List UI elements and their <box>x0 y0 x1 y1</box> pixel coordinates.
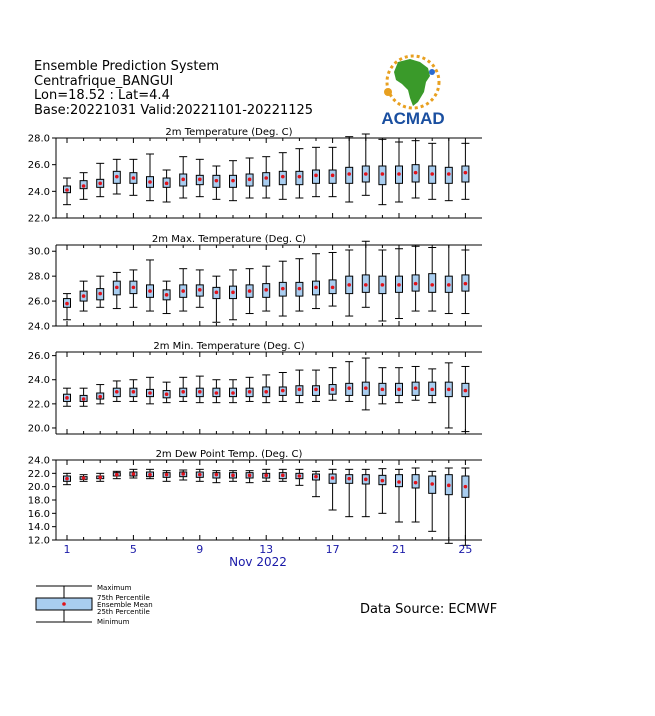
box-day-8 <box>179 377 187 401</box>
box-day-1 <box>63 294 71 320</box>
mean-dot <box>381 388 385 392</box>
mean-dot <box>347 477 351 481</box>
mean-dot <box>447 283 451 287</box>
box-day-10 <box>212 276 220 322</box>
box-day-14 <box>279 153 287 200</box>
mean-dot <box>281 175 285 179</box>
chart-panel-1 <box>28 127 482 225</box>
y-tick-label: 24.0 <box>27 186 50 198</box>
mean-dot <box>430 388 434 392</box>
box-day-13 <box>262 157 270 198</box>
box-day-9 <box>196 270 204 307</box>
mean-dot <box>215 473 219 477</box>
mean-dot <box>347 283 351 287</box>
y-tick-label: 24.0 <box>27 321 50 333</box>
mean-dot <box>181 289 185 293</box>
box-day-2 <box>80 475 88 482</box>
box-day-18 <box>345 362 353 402</box>
box-day-11 <box>229 161 237 201</box>
box-day-1 <box>63 388 71 406</box>
box-day-7 <box>163 382 171 403</box>
box-day-5 <box>129 270 137 307</box>
mean-dot <box>397 480 401 484</box>
y-tick-label: 14.0 <box>27 522 50 534</box>
mean-dot <box>231 179 235 183</box>
mean-dot <box>381 479 385 483</box>
y-tick-label: 16.0 <box>27 508 50 520</box>
box-day-24 <box>445 245 453 314</box>
mean-dot <box>165 473 169 477</box>
mean-dot <box>231 391 235 395</box>
coordinates-label: Lon=18.52 : Lat=4.4 <box>34 88 170 103</box>
y-tick-label: 24.0 <box>27 375 50 387</box>
mean-dot <box>464 389 468 393</box>
box-day-10 <box>212 471 220 483</box>
box-day-8 <box>179 269 187 311</box>
box-day-17 <box>329 147 337 196</box>
box-day-6 <box>146 377 154 404</box>
mean-dot <box>397 172 401 176</box>
box-day-5 <box>129 469 137 478</box>
mean-dot <box>464 485 468 489</box>
mean-dot <box>281 389 285 393</box>
box-day-23 <box>428 247 436 311</box>
mean-dot <box>98 476 102 480</box>
mean-dot <box>198 288 202 292</box>
box-day-12 <box>246 377 254 401</box>
mean-dot <box>414 386 418 390</box>
box-day-3 <box>96 385 104 404</box>
mean-dot <box>331 286 335 290</box>
mean-dot <box>298 474 302 478</box>
box-day-4 <box>113 159 121 194</box>
box-day-9 <box>196 469 204 481</box>
box-day-6 <box>146 154 154 201</box>
mean-dot <box>447 484 451 488</box>
mean-dot <box>65 188 69 192</box>
panel-title: 2m Max. Temperature (Deg. C) <box>151 234 307 245</box>
box-day-23 <box>428 143 436 199</box>
mean-dot <box>65 477 69 481</box>
box-day-25 <box>461 143 469 199</box>
mean-dot <box>464 171 468 175</box>
mean-dot <box>264 390 268 394</box>
x-tick-label: 5 <box>129 543 137 556</box>
box-day-19 <box>362 241 370 307</box>
mean-dot <box>82 476 86 480</box>
box-day-14 <box>279 373 287 402</box>
mean-dot <box>215 391 219 395</box>
mean-dot <box>430 172 434 176</box>
mean-dot <box>414 171 418 175</box>
mean-dot <box>248 289 252 293</box>
box-day-5 <box>129 159 137 195</box>
y-tick-label: 18.0 <box>27 495 50 507</box>
y-tick-label: 20.0 <box>27 482 50 494</box>
box-day-7 <box>163 471 171 482</box>
base-valid-label: Base:20221031 Valid:20221101-20221125 <box>34 102 314 118</box>
mean-dot <box>248 390 252 394</box>
mean-dot <box>82 184 86 188</box>
panel-title: 2m Min. Temperature (Deg. C) <box>153 341 305 352</box>
mean-dot <box>115 390 119 394</box>
box-day-17 <box>329 368 337 401</box>
box-day-25 <box>461 250 469 314</box>
box-day-15 <box>295 259 303 311</box>
box-day-15 <box>295 149 303 198</box>
mean-dot <box>347 172 351 176</box>
box-day-18 <box>345 137 353 202</box>
mean-dot <box>198 473 202 477</box>
y-tick-label: 30.0 <box>27 246 50 258</box>
box-day-16 <box>312 370 320 401</box>
mean-dot <box>181 472 185 476</box>
x-month-label: Nov 2022 <box>229 555 287 569</box>
mean-dot <box>331 476 335 480</box>
mean-dot <box>397 283 401 287</box>
mean-dot <box>364 386 368 390</box>
y-tick-label: 12.0 <box>27 535 50 547</box>
box-day-17 <box>329 252 337 306</box>
y-tick-label: 22.0 <box>27 399 50 411</box>
mean-dot <box>181 178 185 182</box>
box-day-20 <box>378 469 386 514</box>
x-tick-label: 25 <box>458 543 473 556</box>
mean-dot <box>248 474 252 478</box>
box-day-3 <box>96 473 104 481</box>
box-day-10 <box>212 166 220 199</box>
mean-dot <box>165 293 169 297</box>
mean-dot <box>132 286 136 290</box>
mean-dot <box>165 182 169 186</box>
y-tick-label: 26.0 <box>27 351 50 363</box>
box-day-9 <box>196 376 204 403</box>
x-tick-label: 21 <box>392 543 406 556</box>
logo-text: ACMAD <box>381 109 445 128</box>
mean-dot <box>298 175 302 179</box>
mean-dot <box>364 172 368 176</box>
box-day-2 <box>80 281 88 311</box>
box-day-2 <box>80 388 88 406</box>
box-day-13 <box>262 469 270 481</box>
box-day-24 <box>445 138 453 201</box>
box-day-16 <box>312 254 320 309</box>
y-tick-label: 28.0 <box>27 271 50 283</box>
mean-dot <box>381 172 385 176</box>
box-day-22 <box>412 141 420 198</box>
box-day-1 <box>63 178 71 205</box>
mean-dot <box>165 392 169 396</box>
mean-dot <box>447 172 451 176</box>
mean-dot <box>65 396 69 400</box>
mean-dot <box>314 174 318 178</box>
mean-dot <box>281 474 285 478</box>
legend-item-label: Minimum <box>97 618 130 626</box>
box-day-10 <box>212 380 220 403</box>
y-tick-label: 20.0 <box>27 423 50 435</box>
box-day-11 <box>229 380 237 403</box>
mean-dot <box>314 475 318 479</box>
mean-dot <box>132 390 136 394</box>
mean-dot <box>82 294 86 298</box>
box-day-18 <box>345 469 353 516</box>
box-day-7 <box>163 281 171 313</box>
mean-dot <box>231 291 235 295</box>
mean-dot <box>314 286 318 290</box>
mean-dot <box>414 282 418 286</box>
data-source-label: Data Source: ECMWF <box>360 602 498 617</box>
mean-dot <box>98 182 102 186</box>
box-day-17 <box>329 469 337 510</box>
box-day-20 <box>378 250 386 321</box>
box-day-7 <box>163 170 171 202</box>
mean-dot <box>115 286 119 290</box>
mean-dot <box>148 391 152 395</box>
mean-dot <box>364 478 368 482</box>
box-day-21 <box>395 249 403 319</box>
box-day-11 <box>229 270 237 320</box>
chart-panel-4 <box>28 449 482 547</box>
box-day-12 <box>246 158 254 198</box>
box-day-8 <box>179 157 187 198</box>
box-day-16 <box>312 147 320 196</box>
mean-dot <box>231 474 235 478</box>
panel-title: 2m Dew Point Temp. (Deg. C) <box>155 449 303 460</box>
location-label: Centrafrique_BANGUI <box>34 73 174 89</box>
mean-dot <box>331 174 335 178</box>
box-day-24 <box>445 363 453 428</box>
mean-dot <box>148 180 152 184</box>
mean-dot <box>248 178 252 182</box>
x-tick-label: 9 <box>196 543 204 556</box>
mean-dot <box>430 482 434 486</box>
box-day-13 <box>262 266 270 311</box>
y-tick-label: 28.0 <box>27 133 50 145</box>
box-day-6 <box>146 469 154 478</box>
mean-dot <box>215 179 219 183</box>
box-day-2 <box>80 173 88 200</box>
box-day-25 <box>461 366 469 431</box>
box-day-5 <box>129 380 137 402</box>
box-day-14 <box>279 261 287 316</box>
legend-mean-dot <box>62 602 66 606</box>
system-title: Ensemble Prediction System <box>34 59 220 74</box>
mean-dot <box>148 473 152 477</box>
mean-dot <box>82 397 86 401</box>
box-day-18 <box>345 250 353 316</box>
legend <box>36 584 153 626</box>
box-day-4 <box>113 381 121 402</box>
box-day-19 <box>362 134 370 195</box>
y-tick-label: 26.0 <box>27 296 50 308</box>
box-day-12 <box>246 471 254 483</box>
mean-dot <box>65 302 69 306</box>
box-day-19 <box>362 358 370 410</box>
box-day-23 <box>428 369 436 403</box>
mean-dot <box>264 474 268 478</box>
box-day-4 <box>113 272 121 308</box>
legend-item-label: 75th Percentile <box>97 594 150 602</box>
mean-dot <box>132 472 136 476</box>
mean-dot <box>132 176 136 180</box>
mean-dot <box>115 473 119 477</box>
x-tick-label: 13 <box>259 543 274 556</box>
mean-dot <box>281 287 285 291</box>
mean-dot <box>198 178 202 182</box>
box-day-8 <box>179 470 187 480</box>
box-day-22 <box>412 246 420 311</box>
y-tick-label: 22.0 <box>27 468 50 480</box>
box-day-1 <box>63 473 71 484</box>
box-day-16 <box>312 471 320 496</box>
box-day-22 <box>412 366 420 400</box>
box-day-24 <box>445 468 453 543</box>
legend-item-label: Maximum <box>97 584 132 592</box>
mean-dot <box>430 283 434 287</box>
box-day-20 <box>378 139 386 204</box>
mean-dot <box>414 481 418 485</box>
mean-dot <box>148 289 152 293</box>
y-tick-label: 22.0 <box>27 213 50 225</box>
box-day-25 <box>461 468 469 545</box>
y-tick-label: 26.0 <box>27 160 50 172</box>
chart-panel-2 <box>28 234 482 333</box>
mean-dot <box>98 395 102 399</box>
mean-dot <box>464 282 468 286</box>
mean-dot <box>298 388 302 392</box>
mean-dot <box>314 388 318 392</box>
y-tick-label: 24.0 <box>27 455 50 467</box>
mean-dot <box>264 288 268 292</box>
box-day-15 <box>295 469 303 485</box>
mean-dot <box>298 287 302 291</box>
mean-dot <box>98 292 102 296</box>
box-day-20 <box>378 368 386 404</box>
mean-dot <box>115 175 119 179</box>
mean-dot <box>198 390 202 394</box>
iqr-box <box>429 274 436 293</box>
legend-item-label: Ensemble Mean <box>97 601 153 609</box>
mean-dot <box>181 390 185 394</box>
box-day-3 <box>96 276 104 307</box>
box-day-21 <box>395 368 403 403</box>
legend-item-label: 25th Percentile <box>97 608 150 616</box>
box-day-21 <box>395 142 403 202</box>
box-day-13 <box>262 375 270 403</box>
box-day-3 <box>96 163 104 196</box>
x-tick-label: 17 <box>325 543 340 556</box>
box-day-12 <box>246 269 254 314</box>
x-tick-label: 1 <box>63 543 71 556</box>
chart-panel-3 <box>28 341 482 434</box>
box-day-6 <box>146 260 154 311</box>
mean-dot <box>264 176 268 180</box>
mean-dot <box>331 388 335 392</box>
box-day-9 <box>196 159 204 196</box>
box-day-19 <box>362 469 370 516</box>
mean-dot <box>215 291 219 295</box>
box-day-14 <box>279 469 287 481</box>
mean-dot <box>364 283 368 287</box>
mean-dot <box>447 388 451 392</box>
mean-dot <box>347 386 351 390</box>
box-day-11 <box>229 471 237 482</box>
box-day-4 <box>113 471 121 478</box>
box-day-23 <box>428 471 436 531</box>
box-day-21 <box>395 469 403 522</box>
panel-title: 2m Temperature (Deg. C) <box>165 127 293 138</box>
mean-dot <box>397 388 401 392</box>
mean-dot <box>381 283 385 287</box>
box-day-22 <box>412 468 420 522</box>
box-day-15 <box>295 370 303 403</box>
